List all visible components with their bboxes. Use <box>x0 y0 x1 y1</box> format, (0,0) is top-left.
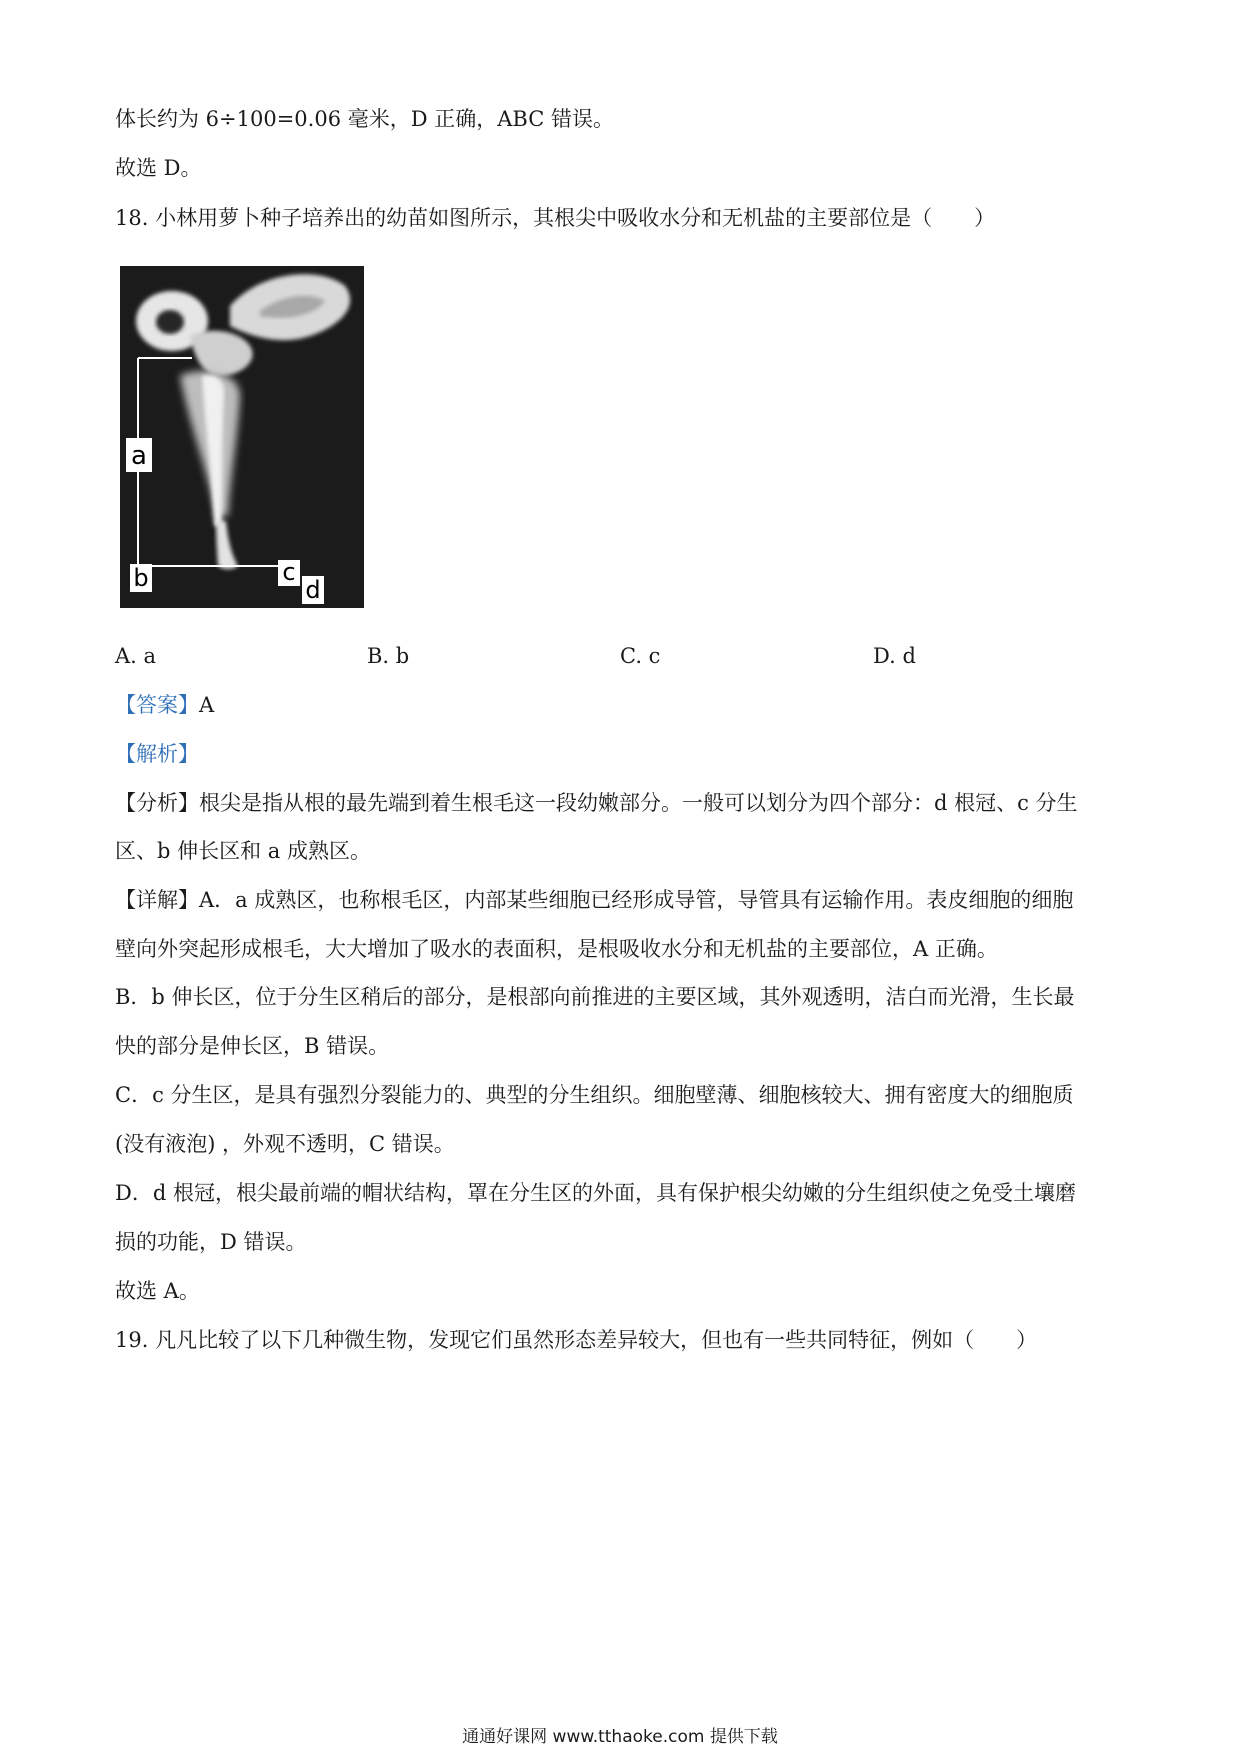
xiangjie-line: 壁向外突起形成根毛，大大增加了吸水的表面积，是根吸收水分和无机盐的主要部位，A 正确。 <box>115 937 998 961</box>
footer: 通通好课网 www.tthaoke.com 提供下载 <box>462 1727 778 1747</box>
xiangjie-line: (没有液泡) ，外观不透明，C 错误。 <box>115 1132 455 1156</box>
option-a: A. a <box>115 644 157 668</box>
option-c: C. c <box>620 644 661 668</box>
answer-line <box>115 690 214 720</box>
xiangjie-line: B．b 伸长区，位于分生区稍后的部分，是根部向前推进的主要区域，其外观透明，洁白而光滑，生长最 <box>115 985 1075 1009</box>
text-line: 体长约为 6÷100=0.06 毫米，D 正确，ABC 错误。 <box>115 107 614 131</box>
question-18: 18. 小林用萝卜种子培养出的幼苗如图所示，其根尖中吸收水分和无机盐的主要部位是（ ） <box>115 206 996 230</box>
answer-tag: 【答案】 <box>115 693 199 717</box>
xiangjie-line: C．c 分生区，是具有强烈分裂能力的、典型的分生组织。细胞壁薄、细胞核较大、拥有密度大的细胞质 <box>115 1083 1074 1107</box>
xiangjie-line: 故选 A。 <box>115 1279 200 1303</box>
xiangjie-line: 【详解】A．a 成熟区，也称根毛区，内部某些细胞已经形成导管，导管具有运输作用。表皮细胞的细胞 <box>115 888 1074 912</box>
seedling-photo <box>120 266 364 608</box>
label-d: d <box>305 576 321 604</box>
fenxi-line: 区、b 伸长区和 a 成熟区。 <box>115 839 371 863</box>
answer-value: A <box>199 693 215 717</box>
xiangjie-line: D．d 根冠，根尖最前端的帽状结构，罩在分生区的外面，具有保护根尖幼嫩的分生组织使之免受土壤磨 <box>115 1181 1076 1205</box>
text-line: 故选 D。 <box>115 156 202 180</box>
label-c: c <box>282 558 296 586</box>
question-19: 19. 凡凡比较了以下几种微生物，发现它们虽然形态差异较大，但也有一些共同特征，例如（ ） <box>115 1328 1038 1352</box>
option-b: B. b <box>367 644 410 668</box>
fenxi-line: 【分析】根尖是指从根的最先端到着生根毛这一段幼嫩部分。一般可以划分为四个部分：d 根冠、c 分生 <box>115 791 1078 815</box>
seedling-figure <box>120 266 364 608</box>
option-d: D. d <box>873 644 916 668</box>
label-a: a <box>131 441 147 471</box>
xiangjie-line: 损的功能，D 错误。 <box>115 1230 307 1254</box>
analysis-tag: 【解析】 <box>115 742 199 766</box>
xiangjie-line: 快的部分是伸长区，B 错误。 <box>115 1034 390 1058</box>
label-b: b <box>133 564 149 592</box>
